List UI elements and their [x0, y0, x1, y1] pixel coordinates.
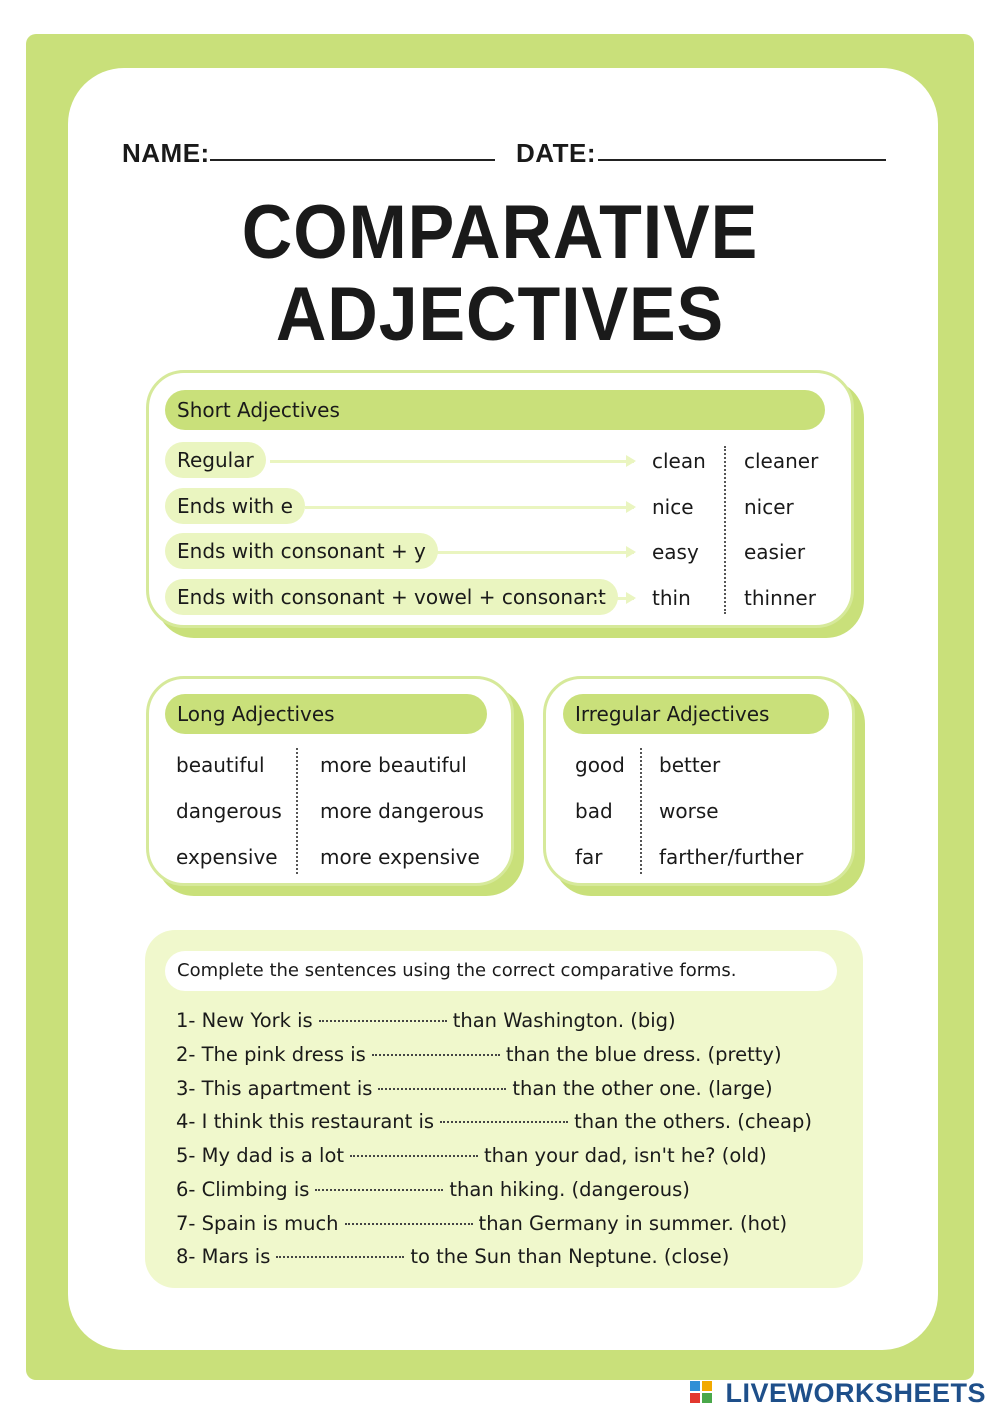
exercise-item [176, 1110, 812, 1133]
sentence-end: than the others. (cheap) [574, 1110, 812, 1133]
exercise-item [176, 1178, 690, 1201]
exercise-item [176, 1245, 729, 1268]
answer-blank[interactable] [276, 1256, 404, 1258]
sentence-end: than your dad, isn't he? (old) [484, 1144, 767, 1167]
sentence-start: 7- Spain is much [176, 1212, 339, 1235]
comparative-form: better [659, 753, 721, 777]
long-adjectives-heading: Long Adjectives [165, 694, 487, 734]
rule-pill: Ends with e [165, 488, 305, 524]
answer-blank[interactable] [350, 1155, 478, 1157]
date-input-line[interactable] [598, 159, 886, 161]
sentence-start: 3- This apartment is [176, 1077, 373, 1100]
sentence-start: 6- Climbing is [176, 1178, 310, 1201]
arrow-icon [270, 460, 634, 463]
name-label: NAME: [122, 138, 210, 168]
sentence-start: 1- New York is [176, 1009, 313, 1032]
sentence-start: 4- I think this restaurant is [176, 1110, 435, 1133]
base-adjective: expensive [176, 845, 278, 869]
sentence-start: 8- Mars is [176, 1245, 271, 1268]
sentence-end: than the blue dress. (pretty) [505, 1043, 782, 1066]
page-title-line2: ADJECTIVES [275, 272, 725, 357]
answer-blank[interactable] [319, 1020, 447, 1022]
sentence-end: than Germany in summer. (hot) [478, 1212, 788, 1235]
comparative-form: more beautiful [320, 753, 467, 777]
exercise-item [176, 1009, 676, 1032]
exercise-item [176, 1212, 787, 1235]
base-adjective: nice [652, 495, 694, 519]
comparative-form: easier [744, 540, 806, 564]
exercise-item [176, 1043, 782, 1066]
exercise-instruction: Complete the sentences using the correct comparative forms. [165, 951, 837, 991]
rule-pill: Ends with consonant + y [165, 533, 438, 569]
answer-blank[interactable] [378, 1088, 506, 1090]
answer-blank[interactable] [440, 1121, 568, 1123]
sentence-end: than the other one. (large) [512, 1077, 773, 1100]
sentence-end: than hiking. (dangerous) [449, 1178, 690, 1201]
comparative-form: farther/further [659, 845, 804, 869]
answer-blank[interactable] [372, 1054, 500, 1056]
base-adjective: dangerous [176, 799, 282, 823]
comparative-form: worse [659, 799, 719, 823]
base-adjective: beautiful [176, 753, 265, 777]
answer-blank[interactable] [345, 1223, 473, 1225]
sentence-end: than Washington. (big) [452, 1009, 676, 1032]
irregular-adjectives-heading: Irregular Adjectives [563, 694, 829, 734]
liveworksheets-logo-icon [690, 1381, 712, 1403]
liveworksheets-watermark[interactable]: LIVEWORKSHEETS [725, 1378, 986, 1408]
arrow-icon [428, 551, 634, 554]
column-divider [640, 748, 642, 874]
comparative-form: nicer [744, 495, 794, 519]
rule-pill: Regular [165, 442, 266, 478]
exercise-item [176, 1144, 767, 1167]
sentence-start: 2- The pink dress is [176, 1043, 366, 1066]
base-adjective: good [575, 753, 625, 777]
base-adjective: thin [652, 586, 691, 610]
answer-blank[interactable] [315, 1189, 443, 1191]
short-adjectives-heading: Short Adjectives [165, 390, 825, 430]
name-input-line[interactable] [210, 159, 495, 161]
date-label: DATE: [516, 138, 597, 168]
rule-pill: Ends with consonant + vowel + consonant [165, 579, 618, 615]
page-title-line1: COMPARATIVE [241, 190, 759, 275]
comparative-form: cleaner [744, 449, 819, 473]
comparative-form: more dangerous [320, 799, 484, 823]
arrow-icon [305, 506, 634, 509]
column-divider [296, 748, 298, 874]
sentence-end: to the Sun than Neptune. (close) [410, 1245, 730, 1268]
comparative-form: more expensive [320, 845, 480, 869]
base-adjective: clean [652, 449, 706, 473]
comparative-form: thinner [744, 586, 816, 610]
column-divider [724, 446, 726, 614]
base-adjective: bad [575, 799, 613, 823]
arrow-icon [590, 597, 634, 600]
exercise-item [176, 1077, 773, 1100]
base-adjective: far [575, 845, 603, 869]
base-adjective: easy [652, 540, 699, 564]
sentence-start: 5- My dad is a lot [176, 1144, 345, 1167]
